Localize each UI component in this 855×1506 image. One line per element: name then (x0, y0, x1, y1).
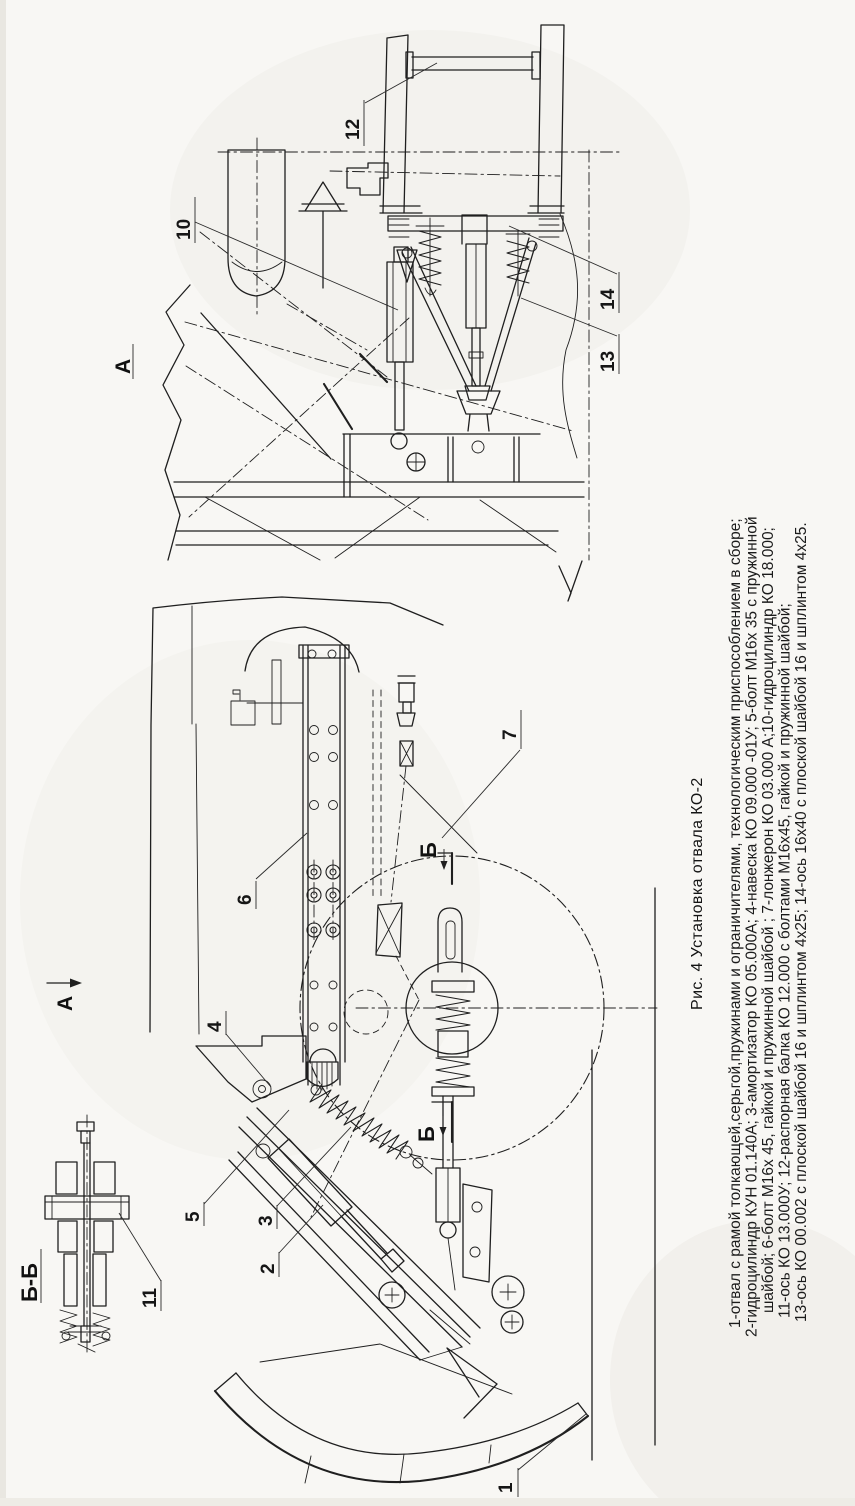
part-label-5: 5 (183, 1211, 204, 1222)
part-label-10: 10 (174, 218, 195, 240)
view-arrow-a-label: А (54, 995, 77, 1011)
legend-line-1: 1-отвал с рамой толкающей,серьгой,пружинами и ограничителями, технологическим приспособлением в сборе; (727, 518, 744, 1328)
legend-line-5: 13-ось КО 00.002 с плоской шайбой 16 и шплинтом 4х25; 14-ось 16х40 с плоской шайбой 16 и шплинтом 4х25. (793, 522, 810, 1322)
legend-line-2: 2-гидроцилиндр КУН 01.140А; 3-амортизатор КО 05.000А; 4-навеска КО 09.000 -01У; 5-болт М16х 35 с пружинной (743, 516, 761, 1337)
legend-line-3: шайбой; 6-болт М16х 45, гайкой и пружинной шайбой ; 7-лонжерон КО 03.000 А;10-гидроцилиндр КО 18.000; (760, 527, 777, 1313)
part-label-2: 2 (258, 1263, 279, 1274)
part-label-7: 7 (500, 729, 521, 740)
section-b-mark-lower: Б (414, 1126, 439, 1142)
part-label-13: 13 (598, 350, 619, 372)
part-label-6: 6 (235, 894, 256, 905)
part-label-3: 3 (256, 1215, 277, 1226)
part-label-4: 4 (205, 1021, 226, 1032)
legend-line-4: 11-ось КО 13.000У; 12-распорная балка КО 12.000 с болтами М16х45, гайкой и пружинной шайбой; (776, 603, 794, 1318)
view-a-title: А (112, 358, 135, 374)
part-label-12: 12 (343, 118, 364, 140)
figure-caption: Рис. 4 Установка отвала КО-2 (689, 777, 706, 1010)
section-b-mark-upper: Б (416, 842, 441, 858)
section-b-b-title: Б-Б (17, 1263, 42, 1302)
part-label-1: 1 (496, 1482, 517, 1493)
part-label-11: 11 (140, 1287, 161, 1308)
part-label-14: 14 (598, 288, 619, 310)
